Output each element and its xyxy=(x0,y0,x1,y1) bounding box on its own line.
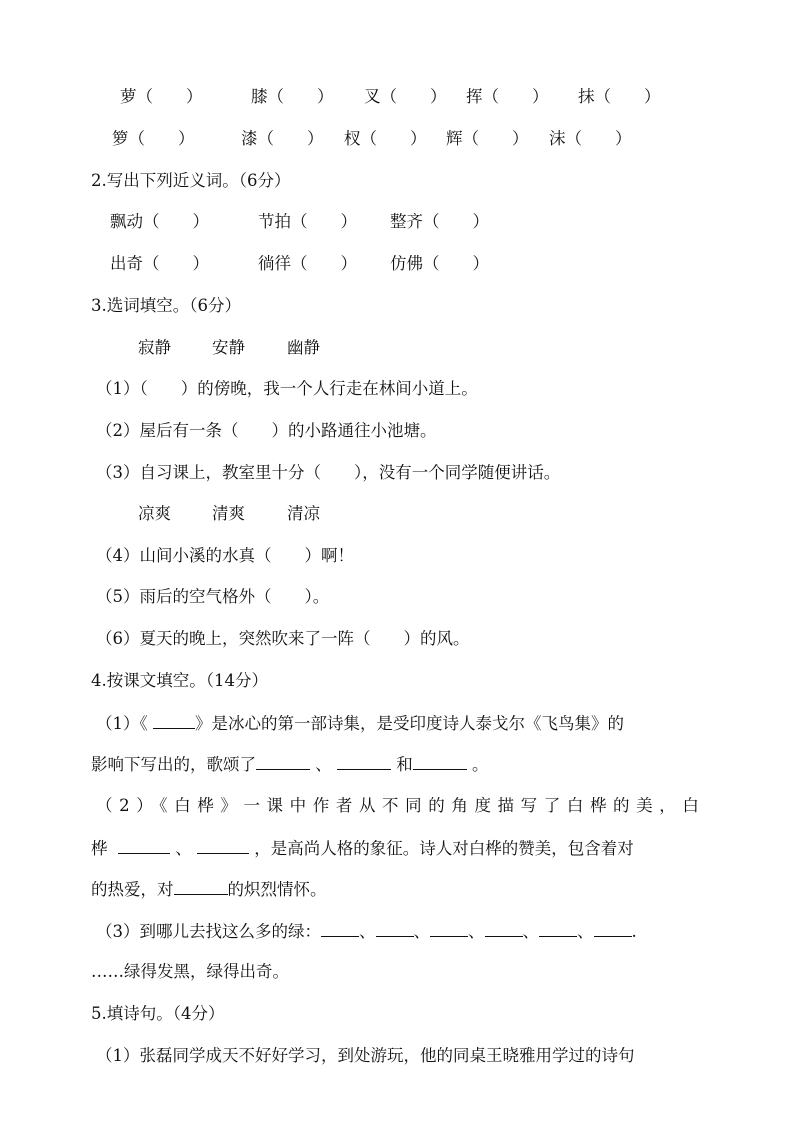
word-choice: 凉爽 xyxy=(138,504,171,523)
q4-line-1a: （1）《 》是冰心的第一部诗集，是受印度诗人泰戈尔《飞鸟集》的 xyxy=(96,714,624,733)
word-choice: 幽静 xyxy=(287,338,320,357)
blank[interactable] xyxy=(594,920,632,937)
word-choice: 清爽 xyxy=(212,504,245,523)
q1-item: 萝（ ） xyxy=(120,87,203,106)
q1-item: 膝（ ） xyxy=(251,87,334,106)
blank[interactable] xyxy=(153,712,195,729)
blank[interactable] xyxy=(376,920,414,937)
sentence-2: （2）屋后有一条（ ）的小路通往小池塘。 xyxy=(96,421,437,440)
blank[interactable] xyxy=(485,920,523,937)
q1-item: 沫（ ） xyxy=(549,129,632,148)
q1-item: 漆（ ） xyxy=(241,129,324,148)
q1-item: 抹（ ） xyxy=(578,87,661,106)
q1-item: 箩（ ） xyxy=(112,129,195,148)
blank[interactable] xyxy=(430,920,468,937)
q2-item: 整齐（ ） xyxy=(390,212,489,231)
question-2-title: 2.写出下列近义词。（6分） xyxy=(91,171,291,190)
sentence-1: （1）（ ）的傍晚，我一个人行走在林间小道上。 xyxy=(96,379,478,398)
question-5-title: 5.填诗句。（4分） xyxy=(91,1004,225,1023)
sentence-3: （3）自习课上，教室里十分（ ），没有一个同学随便讲话。 xyxy=(96,463,561,482)
q2-item: 徜徉（ ） xyxy=(258,254,357,273)
blank[interactable] xyxy=(197,837,249,854)
q4-line-2c: 的热爱，对 的炽烈情怀。 xyxy=(91,880,327,899)
word-choice: 寂静 xyxy=(138,338,171,357)
q4-line-2b: 桦 、 ，是高尚人格的象征。诗人对白桦的赞美，包含着对 xyxy=(91,839,634,858)
blank[interactable] xyxy=(118,837,170,854)
sentence-5: （5）雨后的空气格外（ ）。 xyxy=(96,587,330,606)
question-4-title: 4.按课文填空。（14分） xyxy=(91,671,268,690)
sentence-6: （6）夏天的晚上，突然吹来了一阵（ ）的风。 xyxy=(96,629,470,648)
sentence-4: （4）山间小溪的水真（ ）啊！ xyxy=(96,546,354,565)
q2-item: 飘动（ ） xyxy=(110,212,209,231)
q2-item: 出奇（ ） xyxy=(110,254,209,273)
blank[interactable] xyxy=(256,753,310,770)
q4-line-3a: （3）到哪儿去找这么多的绿： 、 、 、 、 、 . xyxy=(96,922,637,941)
word-choice: 清凉 xyxy=(287,504,320,523)
q1-item: 杈（ ） xyxy=(344,129,427,148)
q2-item: 节拍（ ） xyxy=(258,212,357,231)
blank[interactable] xyxy=(413,753,467,770)
q4-line-1b: 影响下写出的，歌颂了 、 和 。 xyxy=(91,755,489,774)
q2-item: 仿佛（ ） xyxy=(390,254,489,273)
word-choice: 安静 xyxy=(212,338,245,357)
q1-item: 辉（ ） xyxy=(446,129,529,148)
q4-line-2a: （2）《白桦》一课中作者从不同的角度描写了白桦的美，白 xyxy=(96,796,706,815)
question-3-title: 3.选词填空。（6分） xyxy=(91,296,241,315)
blank[interactable] xyxy=(321,920,359,937)
blank[interactable] xyxy=(174,878,228,895)
blank[interactable] xyxy=(337,753,391,770)
q4-line-3b: ……绿得发黑，绿得出奇。 xyxy=(91,962,289,981)
q1-item: 叉（ ） xyxy=(364,87,447,106)
q1-item: 挥（ ） xyxy=(466,87,549,106)
q5-line-1: （1）张磊同学成天不好好学习，到处游玩，他的同桌王晓雅用学过的诗句 xyxy=(96,1046,635,1065)
blank[interactable] xyxy=(539,920,577,937)
